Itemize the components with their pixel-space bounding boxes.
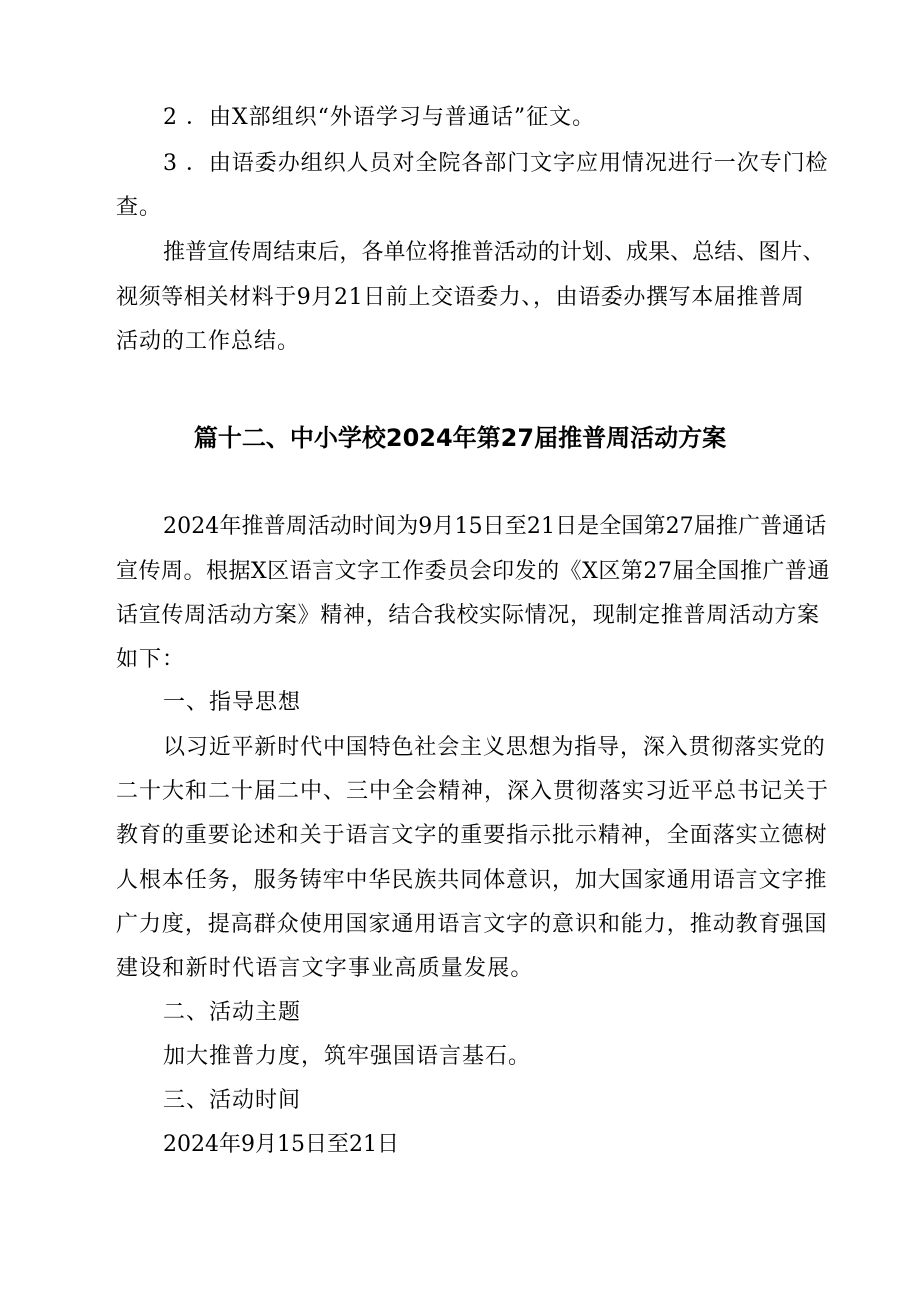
list-item-3-text: 3 ．由语委办组织人员对全院各部门文字应用情况进行一次专门检 (163, 151, 829, 176)
section1-line-1: 以习近平新时代中国特色社会主义思想为指导，深入贯彻落实党的 (163, 735, 826, 760)
section1-line-3: 教育的重要论述和关于语言文字的重要指示批示精神，全面落实立德树 (116, 823, 828, 848)
section-heading-activity-theme: 二、活动主题 (163, 1000, 302, 1025)
intro-line-3: 话宣传周活动方案》精神，结合我校实际情况，现制定推普周活动方案 (116, 603, 820, 628)
list-item-3-line-2: 查。 (116, 195, 163, 220)
summary-line-2: 视须等相关材料于9月21日前上交语委力、，由语委办撰写本届推普周 (116, 285, 805, 310)
article-title: 篇十二、中小学校2024年第27届推普周活动方案 (193, 424, 727, 452)
section3-text: 2024年9月15日至21日 (163, 1132, 399, 1157)
summary-line-1: 推普宣传周结束后，各单位将推普活动的计划、成果、总结、图片、 (163, 240, 825, 265)
section1-line-4: 人根本任务，服务铸牢中华民族共同体意识，加大国家通用语言文字推 (116, 868, 828, 893)
intro-line-4: 如下： (116, 647, 186, 672)
section1-line-6: 建设和新时代语言文字事业高质量发展。 (116, 956, 534, 981)
intro-line-2: 宣传周。根据X区语言文字工作委员会印发的《X区第27届全国推广普通 (116, 559, 830, 584)
summary-line-3: 活动的工作总结。 (116, 329, 301, 354)
section-heading-guiding-ideology: 一、指导思想 (163, 690, 302, 715)
section-heading-activity-time: 三、活动时间 (163, 1088, 302, 1113)
list-item-3-line-1 (163, 150, 827, 178)
list-item-2: 2 ．由X部组织“外语学习与普通话”征文。 (163, 105, 596, 130)
section1-line-2: 二十大和二十届二中、三中全会精神，深入贯彻落实习近平总书记关于 (116, 779, 830, 804)
intro-line-1: 2024年推普周活动时间为9月15日至21日是全国第27届推广普通话 (163, 514, 827, 539)
section2-text: 加大推普力度，筑牢强国语言基石。 (163, 1044, 532, 1069)
section1-line-5: 广力度，提高群众使用国家通用语言文字的意识和能力，推动教育强国 (116, 912, 828, 937)
